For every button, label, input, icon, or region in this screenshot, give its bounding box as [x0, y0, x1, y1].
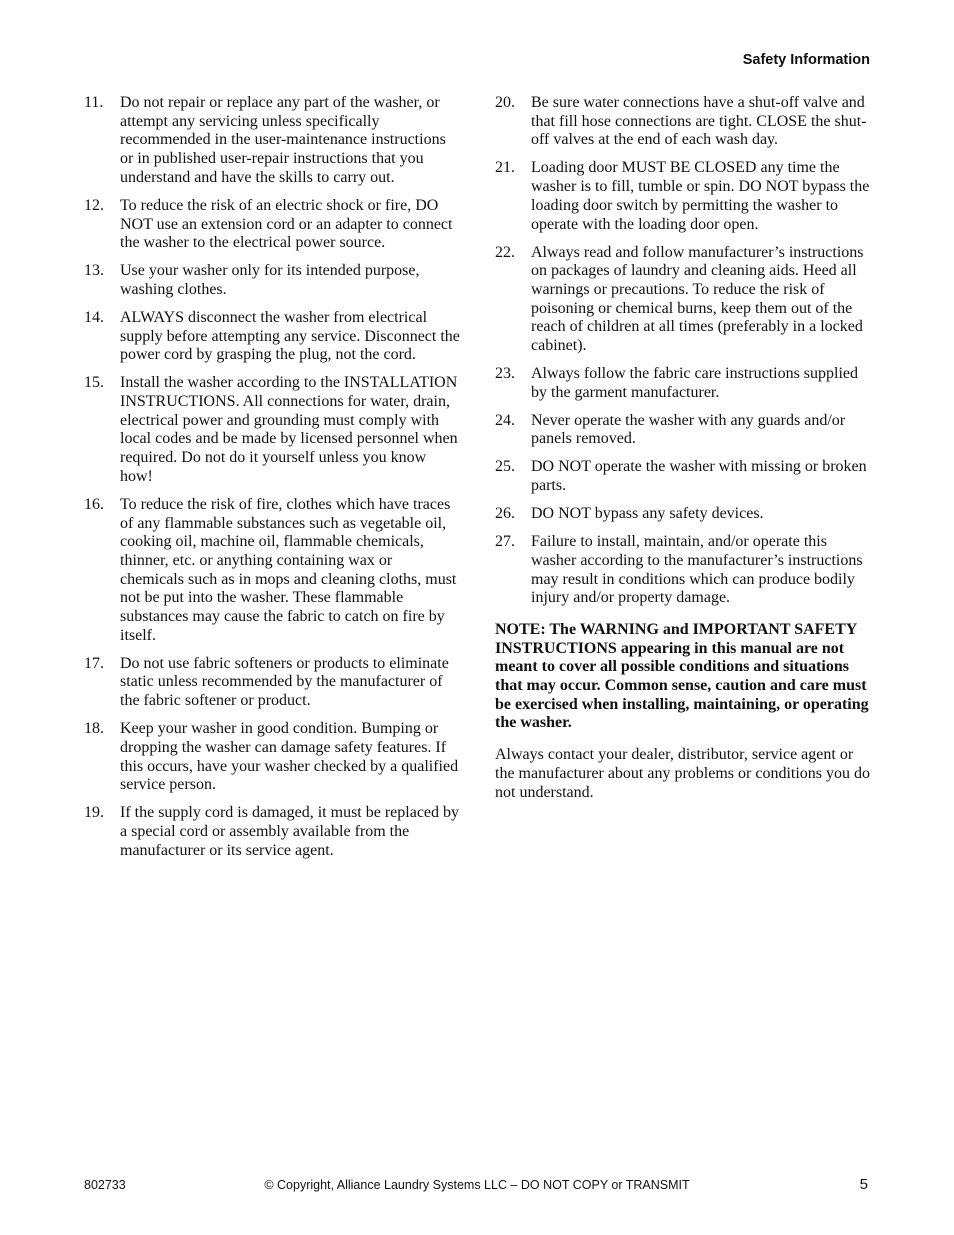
- list-item: [84, 262, 460, 299]
- list-item: [84, 496, 460, 646]
- item-text: DO NOT operate the washer with missing or broken parts.: [531, 458, 867, 495]
- item-number: 27.: [495, 533, 515, 551]
- item-number: 11.: [84, 94, 104, 111]
- item-text: Always follow the fabric care instructions supplied by the garment manufacturer.: [531, 365, 859, 401]
- item-text: Loading door MUST BE CLOSED any time the washer is to fill, tumble or spin. DO NOT bypass the loading door switch by permitting the washer to operate with the loading door open.: [531, 159, 870, 233]
- item-number: 26.: [495, 505, 515, 523]
- item-number: 23.: [495, 365, 515, 383]
- item-number: 19.: [84, 804, 104, 822]
- list-item: [495, 412, 870, 449]
- item-number: 20.: [495, 94, 515, 111]
- item-number: 13.: [84, 262, 104, 280]
- item-text: Do not repair or replace any part of the washer, or attempt any servicing unless specifically recommended in the user-maintenance instructions or in published user-repair instructions that you understand and have the skills to carry out.: [120, 94, 446, 186]
- item-number: 21.: [495, 159, 515, 177]
- document-number: 802733: [84, 1178, 126, 1192]
- list-item: [84, 804, 460, 860]
- item-text: Be sure water connections have a shut-off valve and that fill hose connections are tight. CLOSE the shut-off valves at the end of each wash day.: [531, 94, 867, 149]
- item-number: 12.: [84, 196, 104, 214]
- item-number: 15.: [84, 374, 104, 392]
- item-number: 22.: [495, 243, 515, 261]
- list-item: [495, 458, 870, 495]
- item-text: Failure to install, maintain, and/or operate this washer according to the manufacturer’s instructions may result in conditions which can produce bodily injury and/or property damage.: [531, 533, 863, 607]
- item-text: Never operate the washer with any guards and/or panels removed.: [531, 411, 846, 448]
- list-item: [84, 720, 460, 795]
- closing-paragraph: Always contact your dealer, distributor, service agent or the manufacturer about any problems or conditions you do not understand.: [495, 746, 871, 801]
- item-number: 17.: [84, 654, 104, 672]
- page-number: 5: [859, 1176, 868, 1193]
- item-number: 25.: [495, 458, 515, 476]
- list-item: [84, 94, 460, 188]
- left-column: [84, 94, 460, 870]
- item-text: Keep your washer in good condition. Bumping or dropping the washer can damage safety features. If this occurs, have your washer checked by a qualified service person.: [120, 720, 459, 794]
- item-number: 14.: [84, 308, 104, 326]
- item-text: To reduce the risk of an electric shock or fire, DO NOT use an extension cord or an adapter to connect the washer to the electrical power source.: [120, 196, 453, 252]
- section-title: Safety Information: [742, 52, 870, 68]
- item-text: ALWAYS disconnect the washer from electrical supply before attempting any service. Disconnect the power cord by grasping the plug, not the cord.: [120, 308, 460, 364]
- copyright-notice: © Copyright, Alliance Laundry Systems LLC – DO NOT COPY or TRANSMIT: [264, 1178, 690, 1192]
- list-item: [495, 94, 870, 150]
- right-column: [495, 94, 870, 802]
- list-item: [84, 309, 460, 365]
- item-number: 18.: [84, 720, 104, 738]
- list-item: [84, 374, 460, 486]
- list-item: [495, 505, 870, 524]
- item-number: 16.: [84, 495, 104, 513]
- list-item: [84, 197, 460, 253]
- list-item: [495, 365, 870, 402]
- list-item: [495, 533, 870, 608]
- list-item: [84, 655, 460, 711]
- list-item: [495, 159, 870, 234]
- item-text: If the supply cord is damaged, it must be replaced by a special cord or assembly available from the manufacturer or its service agent.: [120, 804, 460, 859]
- safety-note: NOTE: The WARNING and IMPORTANT SAFETY INSTRUCTIONS appearing in this manual are not meant to cover all possible conditions and situations that may occur. Common sense, caution and care must be exercised when installing, maintaining, or operating the washer.: [495, 620, 869, 732]
- item-text: Install the washer according to the INSTALLATION INSTRUCTIONS. All connections for water, drain, electrical power and grounding must comply with local codes and be made by licensed personnel when required. Do not do it yourself unless you know how!: [120, 374, 458, 485]
- item-text: DO NOT bypass any safety devices.: [531, 505, 764, 523]
- list-item: [495, 244, 870, 356]
- item-text: Use your washer only for its intended purpose, washing clothes.: [120, 262, 420, 298]
- item-text: Always read and follow manufacturer’s instructions on packages of laundry and cleaning aids. Heed all warnings or precautions. To reduce the risk of poisoning or chemical burns, keep them out of the reach of children at all times (preferably in a locked cabinet).: [531, 243, 864, 355]
- item-text: To reduce the risk of fire, clothes which have traces of any flammable substances such as vegetable oil, cooking oil, machine oil, flammable chemicals, thinner, etc. or anything containing wax or chemicals such as in mops and cleaning cloths, must not be put into the washer. These flammable substances may cause the fabric to catch on fire by itself.: [120, 495, 457, 644]
- item-text: Do not use fabric softeners or products to eliminate static unless recommended by the manufacturer of the fabric softener or product.: [120, 654, 449, 710]
- item-number: 24.: [495, 411, 515, 429]
